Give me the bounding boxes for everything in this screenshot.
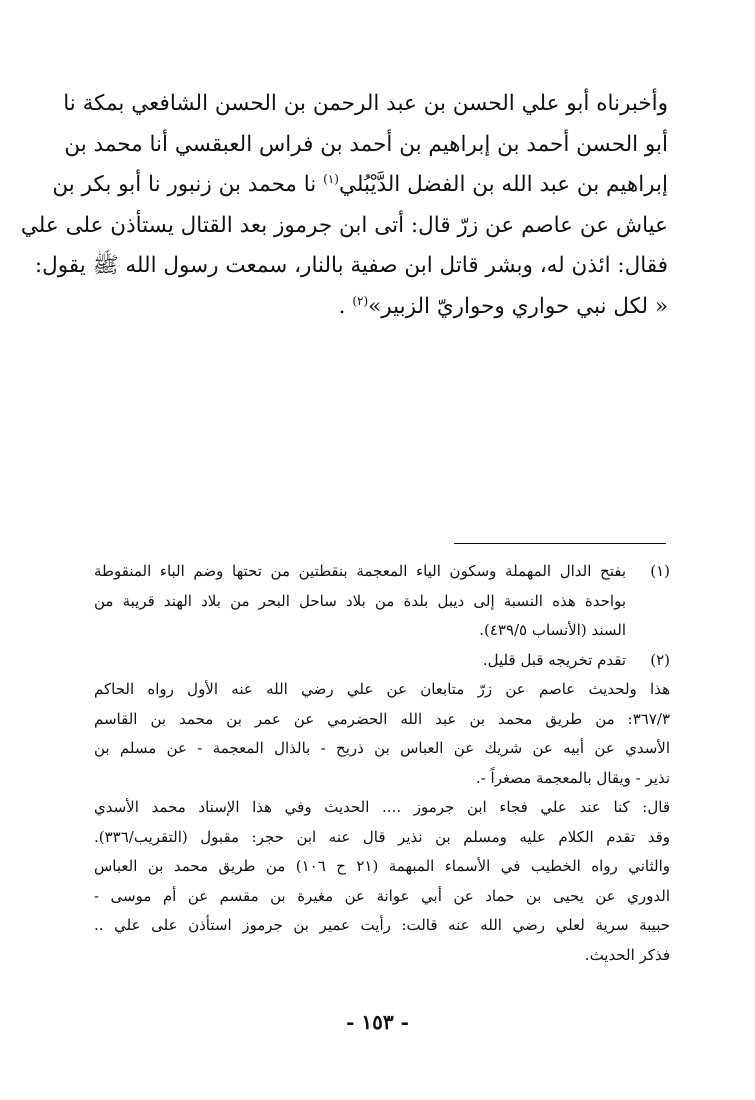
footnote-2-body (94, 675, 670, 970)
text-line-4: عياش عن عاصم عن زرّ قال: أتى ابن جرموز بعد القتال يستأذن على علي (20, 212, 668, 238)
main-text (20, 84, 668, 327)
footnote-2-line-7: والثاني رواه الخطيب في الأسماء المبهمة (٢١ ح ١٠٦) من طريق محمد بن العباس (94, 857, 670, 875)
footnote-ref-2[interactable]: (٢) (352, 293, 369, 308)
hadith-quote: « لكل نبي حواري وحواريّ الزبير» (368, 293, 668, 319)
footnote-2-line-6: وقد تقدم الكلام عليه ومسلم بن نذير قال عنه ابن حجر: مقبول (التقريب/٣٣٦). (94, 827, 670, 846)
text-line-3 (52, 165, 668, 206)
footnote-2-line-10: فذكر الحديث. (584, 945, 670, 964)
footnote-2-line-9: حبيبة سرية لعلي رضي الله عنه قالت: رأيت عمير بن جرموز استأذن على علي .. (94, 916, 670, 934)
text-line-6-end: . (338, 293, 346, 319)
text-line-6 (96, 287, 668, 328)
footnote-2 (94, 646, 670, 676)
footnote-2-line-2: ٣٦٧/٣: من طريق محمد بن عبد الله الحضرمي عن عمر بن محمد بن القاسم (94, 709, 670, 728)
footnote-2-head: تقدم تخريجه قبل قليل. (482, 650, 626, 669)
footnote-2-line-5: قال: كنا عند علي فجاء ابن جرموز .... الحديث وفي هذا الإسناد محمد الأسدي (94, 798, 670, 816)
footnote-ref-1[interactable]: (١) (323, 171, 339, 186)
footnote-1-number: (١) (650, 562, 670, 580)
footnote-2-line-8: الدوري عن يحيى بن حماد عن أبي عوانة عن مغيرة بن مقسم عن أم موسى - (94, 886, 670, 905)
text-line-5: فقال: ائذن له، وبشر قاتل ابن صفية بالنار، سمعت رسول الله ﷺ يقول: (34, 253, 668, 278)
text-line-3b: نا محمد بن زنبور نا أبو بكر بن (52, 172, 317, 197)
footnote-1 (94, 557, 670, 646)
footnote-1-line-1: بفتح الدال المهملة وسكون الياء المعجمة بنقطتين من تحتها وضم الباء المنقوطة (94, 562, 626, 580)
footnote-2-line-4: نذير - ويقال بالمعجمة مصغراً -. (475, 768, 670, 787)
text-line-3a: إبراهيم بن عبد الله بن الفضل الدَّيْبُلي (338, 172, 668, 197)
hadith-paragraph (20, 84, 668, 327)
footnote-2-line-1: هذا ولحديث عاصم عن زرّ متابعان عن علي رضي الله عنه الأول رواه الحاكم (94, 680, 670, 698)
footnote-2-line-3: الأسدي عن أبيه عن شريك عن العباس بن ذريح - بالذال المعجمة - عن مسلم بن (94, 739, 670, 757)
footnote-1-line-3: السند (الأنساب ٤٣٩/٥). (479, 621, 626, 639)
footnote-separator (454, 543, 666, 544)
footnote-2-number: (٢) (650, 650, 670, 669)
page-number: - ١٥٣ - (346, 1010, 409, 1034)
footnotes (94, 557, 670, 970)
text-line-2: أبو الحسن أحمد بن إبراهيم بن أحمد بن فراس العبقسي أنا محمد بن (64, 131, 668, 157)
text-line-1: وأخبرناه أبو علي الحسن بن عبد الرحمن بن الحسن الشافعي بمكة نا (63, 91, 668, 116)
footnote-1-line-2: بواحدة هذه النسبة إلى ديبل بلدة من بلاد ساحل البحر من بلاد الهند قريبة من (94, 591, 626, 610)
